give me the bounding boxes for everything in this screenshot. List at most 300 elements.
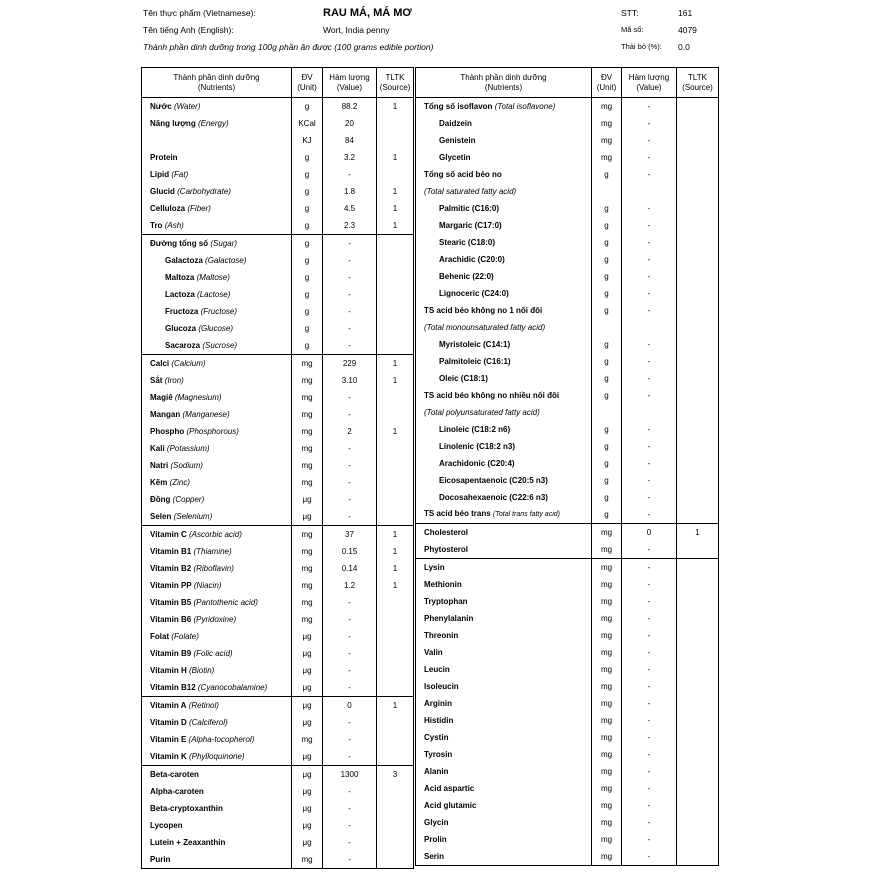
unit-cell: mg [592,98,622,116]
table-row [142,748,414,766]
source-cell [677,610,719,627]
value-cell: - [622,98,677,116]
nutrient-name: Selen [150,511,172,521]
source-cell [677,268,719,285]
unit-cell: mg [592,729,622,746]
unit-cell: g [592,200,622,217]
nutrient-name: Protein [150,152,178,162]
nutrient-name: Margaric (C17:0) [439,220,502,230]
col-header-nutrient [416,68,592,98]
table-row [142,252,414,269]
value-cell: - [323,406,377,423]
nutrient-name-cell [416,797,592,814]
table-row [142,406,414,423]
source-cell [677,200,719,217]
source-cell [677,644,719,661]
nutrient-name-en: (Folate) [171,631,199,641]
table-row [142,183,414,200]
nutrient-name-cell [416,712,592,729]
nutrient-name: TS acid béo trans [424,509,491,518]
nutrient-name: Vitamin PP [150,580,192,590]
unit-cell: g [292,337,323,355]
source-cell [677,438,719,455]
source-cell [677,814,719,831]
nutrient-name-cell [142,491,292,508]
nutrient-name-en: (Sodium) [170,460,203,470]
portion-note: Thành phần dinh dưỡng trong 100g phần ăn được (100 grams edible portion) [143,42,434,52]
table-row [142,508,414,526]
nutrient-name-cell [142,303,292,320]
nutrient-name-cell [142,269,292,286]
unit-cell: g [292,252,323,269]
source-cell [377,714,414,731]
nutrient-name-cell [142,337,292,355]
value-cell: - [622,712,677,729]
value-cell: - [622,234,677,251]
table-row [142,166,414,183]
source-cell [677,285,719,302]
table-row [142,355,414,373]
nutrient-name-cell [416,729,592,746]
value-cell: - [622,370,677,387]
unit-cell: mg [592,831,622,848]
unit-cell: μg [292,783,323,800]
nutrient-name-cell [416,506,592,524]
nutrient-name-cell [142,645,292,662]
table-row [416,763,719,780]
source-cell [677,746,719,763]
unit-cell: mg [292,355,323,373]
table-row [142,149,414,166]
nutrient-name: Docosahexaenoic (C22:6 n3) [439,492,548,502]
unit-cell: μg [292,645,323,662]
table-row [142,800,414,817]
source-cell [377,457,414,474]
table-row [416,695,719,712]
unit-cell: mg [292,731,323,748]
nutrient-name: Fructoza [165,306,199,316]
table-row [416,729,719,746]
value-cell: - [323,679,377,697]
nutrient-name: Prolin [424,834,447,844]
table-row [416,712,719,729]
unit-cell: mg [592,610,622,627]
unit-cell: g [592,336,622,353]
unit-cell: mg [292,611,323,628]
table-row [416,678,719,695]
nutrient-name-en: (Maltose) [196,272,230,282]
table-row [416,217,719,234]
nutrient-name-cell [142,783,292,800]
source-cell [377,594,414,611]
value-cell: - [622,593,677,610]
nutrient-name-cell [142,679,292,697]
value-cell: - [323,783,377,800]
nutrient-name-cell [416,593,592,610]
value-cell: - [323,800,377,817]
value-cell: - [622,302,677,319]
table-row [142,200,414,217]
source-cell [377,440,414,457]
unit-cell: KCal [292,115,323,132]
col-header-unit [592,68,622,98]
source-cell [677,421,719,438]
vn-name-label: Tên thực phẩm (Vietnamese): [143,8,256,18]
table-row [142,320,414,337]
nutrient-name: Tyrosin [424,749,453,759]
value-cell: - [622,387,677,404]
table-row [416,506,719,524]
table-row [142,269,414,286]
nutrient-name: Lignoceric (C24:0) [439,288,509,298]
value-cell: - [323,714,377,731]
unit-cell: μg [292,748,323,766]
value-cell: - [622,814,677,831]
unit-cell: mg [592,132,622,149]
table-row [416,132,719,149]
nutrient-name: Vitamin H [150,665,187,675]
source-cell [377,286,414,303]
value-cell: - [622,780,677,797]
waste-label: Thải bỏ (%): [621,42,662,51]
unit-cell: g [292,269,323,286]
table-row [416,746,719,763]
nutrient-name: Maltoza [165,272,195,282]
nutrient-name: Vitamin K [150,751,187,761]
nutrient-name: Phenylalanin [424,613,474,623]
nutrient-name-cell [142,508,292,526]
unit-cell: mg [592,678,622,695]
source-cell [677,217,719,234]
unit-cell: mg [592,695,622,712]
source-cell: 1 [377,543,414,560]
source-cell [677,472,719,489]
table-row [142,235,414,253]
col-header-unit [292,68,323,98]
table-row [142,662,414,679]
nutrient-name-cell [416,678,592,695]
nutrient-name-en: (Ash) [164,220,184,230]
value-cell: - [323,320,377,337]
stt-label: STT: [621,8,639,18]
source-cell [677,319,719,336]
nutrient-name: Sắt [150,375,163,385]
nutrient-name: Linolenic (C18:2 n3) [439,441,516,451]
source-cell [677,593,719,610]
table-row [416,285,719,302]
col-nutrient-vn: Thành phần dinh dưỡng [173,72,260,82]
nutrient-table-right [415,67,719,866]
value-cell: - [323,389,377,406]
nutrient-name: Năng lượng [150,118,196,128]
table-row [416,183,719,200]
table-row [416,200,719,217]
value-cell: - [323,817,377,834]
nutrient-name-en: (Copper) [172,494,205,504]
table-row [142,645,414,662]
table-row [142,303,414,320]
source-cell [677,797,719,814]
nutrient-name-cell [142,714,292,731]
nutrient-name-cell [142,577,292,594]
nutrient-name-en: (Iron) [164,375,184,385]
value-cell: - [622,627,677,644]
unit-cell: μg [292,817,323,834]
table-row [416,644,719,661]
value-cell: - [622,506,677,524]
table-row [142,783,414,800]
table-row [142,132,414,149]
nutrient-name-cell [142,834,292,851]
table-row [142,766,414,784]
unit-cell: g [592,370,622,387]
table-row [142,611,414,628]
table-row [142,423,414,440]
value-cell: 1.8 [323,183,377,200]
source-cell [677,166,719,183]
value-cell: - [323,748,377,766]
nutrient-name: Tro [150,220,163,230]
unit-cell: μg [292,679,323,697]
col-header-nutrient [142,68,292,98]
nutrient-name-cell [416,387,592,404]
nutrient-name-cell [142,252,292,269]
table-row [142,286,414,303]
table-row [416,438,719,455]
value-cell: - [323,645,377,662]
nutrient-name-cell [416,438,592,455]
source-cell [677,695,719,712]
unit-cell [592,404,622,421]
value-cell: - [622,421,677,438]
table-row [416,149,719,166]
nutrient-name: Oleic (C18:1) [439,373,488,383]
nutrient-name: Phytosterol [424,544,469,554]
nutrient-name-en: (Niacin) [193,580,222,590]
unit-cell: mg [592,797,622,814]
source-cell [377,628,414,645]
value-cell: - [622,268,677,285]
unit-cell: μg [292,834,323,851]
table-row [416,661,719,678]
col-value-vn: Hàm lượng [329,72,370,82]
nutrient-name-cell [416,472,592,489]
nutrient-name: Tổng số isoflavon [424,101,493,111]
food-name-en: Wort, India penny [323,25,390,35]
nutrient-name: Myristoleic (C14:1) [439,339,511,349]
nutrient-name-cell [416,115,592,132]
nutrient-name-cell [416,780,592,797]
unit-cell: g [592,421,622,438]
col-nutrient-en: (Nutrients) [197,82,236,92]
nutrient-name-cell [416,489,592,506]
nutrient-name: Mangan [150,409,181,419]
food-name-vn: RAU MÁ, MÁ MƠ [323,7,412,19]
source-cell [377,303,414,320]
source-cell [377,235,414,253]
source-cell [377,252,414,269]
nutrient-name-cell [142,115,292,132]
unit-cell: g [592,506,622,524]
value-cell: - [323,235,377,253]
nutrient-name-cell [142,800,292,817]
unit-cell: g [592,438,622,455]
value-cell: 0 [323,697,377,715]
source-cell [677,234,719,251]
source-cell [677,831,719,848]
source-cell [677,712,719,729]
nutrient-name-en: (Selenium) [173,511,213,521]
nutrient-name-cell [416,302,592,319]
value-cell: - [323,731,377,748]
nutrient-name-cell [416,831,592,848]
nutrient-name: Nước [150,101,172,111]
col-source-en: (Source) [682,82,713,92]
source-cell [677,678,719,695]
table-row [416,814,719,831]
table-row [416,353,719,370]
nutrient-name: Galactoza [165,255,203,265]
nutrient-name-en: (Magnesium) [174,392,222,402]
value-cell: - [622,115,677,132]
source-cell [677,353,719,370]
table-row [142,577,414,594]
value-cell: 2.3 [323,217,377,235]
value-cell: 84 [323,132,377,149]
nutrient-name: Cholesterol [424,527,469,537]
source-cell [377,406,414,423]
col-unit-vn: ĐV [600,72,613,82]
nutrient-name-cell [142,474,292,491]
nutrient-name-cell [142,817,292,834]
nutrient-name-en: (Fat) [171,169,189,179]
source-cell [377,731,414,748]
nutrient-name-en: (Biotin) [188,665,215,675]
nutrient-name: Palmitoleic (C16:1) [439,356,511,366]
table-row [416,421,719,438]
value-cell: - [622,729,677,746]
source-cell [377,115,414,132]
nutrient-name-cell [416,404,592,421]
unit-cell: g [292,149,323,166]
col-value-en: (Value) [336,82,363,92]
unit-cell: mg [292,560,323,577]
unit-cell: mg [292,851,323,869]
source-cell [677,780,719,797]
nutrient-name-en: (Sugar) [210,238,238,248]
table-row [416,541,719,559]
nutrient-name-en: (Retinol) [188,700,219,710]
nutrient-name-cell [416,285,592,302]
nutrient-name-cell [142,372,292,389]
value-cell: - [323,491,377,508]
table-row [142,217,414,235]
nutrient-name-en: (Phylloquinone) [188,751,245,761]
nutrient-name-cell [142,526,292,544]
nutrient-name: Genistein [439,135,476,145]
nutrient-name: Vitamin E [150,734,187,744]
unit-cell: mg [592,814,622,831]
nutrient-name-cell [416,132,592,149]
col-header-source [377,68,414,98]
nutrient-name-en: (Fiber) [187,203,211,213]
source-cell [377,783,414,800]
table-row [416,251,719,268]
unit-cell: g [292,166,323,183]
unit-cell: mg [292,423,323,440]
nutrient-name: Daidzein [439,118,472,128]
nutrient-name-en: (Energy) [197,118,229,128]
value-cell: - [323,628,377,645]
table-row [416,404,719,421]
nutrient-name: Alpha-caroten [150,786,204,796]
table-row [142,679,414,697]
nutrient-name-cell [142,628,292,645]
nutrient-name-cell [142,389,292,406]
nutrient-name-cell [142,423,292,440]
nutrient-name-cell [142,611,292,628]
source-cell [377,320,414,337]
nutrient-name-cell [416,200,592,217]
nutrient-name-cell [416,353,592,370]
unit-cell: mg [592,644,622,661]
nutrient-name: Glucoza [165,323,197,333]
nutrient-name-en: (Phosphorous) [186,426,239,436]
unit-cell: mg [292,457,323,474]
unit-cell: g [592,251,622,268]
nutrient-name-en: (Potassium) [166,443,210,453]
unit-cell: μg [292,766,323,784]
unit-cell: mg [292,389,323,406]
nutrient-name: Behenic (22:0) [439,271,494,281]
unit-cell: g [592,285,622,302]
source-cell: 1 [377,183,414,200]
nutrient-name-cell [142,851,292,869]
source-cell [677,115,719,132]
value-cell: - [323,269,377,286]
nutrient-name-cell [416,336,592,353]
unit-cell: g [592,489,622,506]
table-row [142,697,414,715]
table-row [416,336,719,353]
unit-cell: g [592,166,622,183]
nutrient-name: Acid glutamic [424,800,477,810]
source-cell [377,611,414,628]
nutrient-name-en: (Carbohydrate) [177,186,231,196]
unit-cell: μg [292,628,323,645]
unit-cell: mg [592,541,622,559]
unit-cell: mg [592,593,622,610]
nutrient-name: Vitamin B12 [150,682,196,692]
nutrient-name-en: (Zinc) [169,477,191,487]
unit-cell: mg [592,712,622,729]
value-cell: - [323,440,377,457]
nutrient-name-cell [416,541,592,559]
nutrient-name-cell [416,576,592,593]
table-row [142,457,414,474]
nutrient-name-cell [142,748,292,766]
col-header-source [677,68,719,98]
nutrient-name-cell [416,627,592,644]
col-unit-en: (Unit) [596,82,617,92]
value-cell: 3.2 [323,149,377,166]
unit-cell: g [292,235,323,253]
value-cell: - [622,336,677,353]
nutrient-name-en: (Galactose) [205,255,247,265]
value-cell: - [622,353,677,370]
table-row [416,268,719,285]
source-cell: 1 [377,200,414,217]
